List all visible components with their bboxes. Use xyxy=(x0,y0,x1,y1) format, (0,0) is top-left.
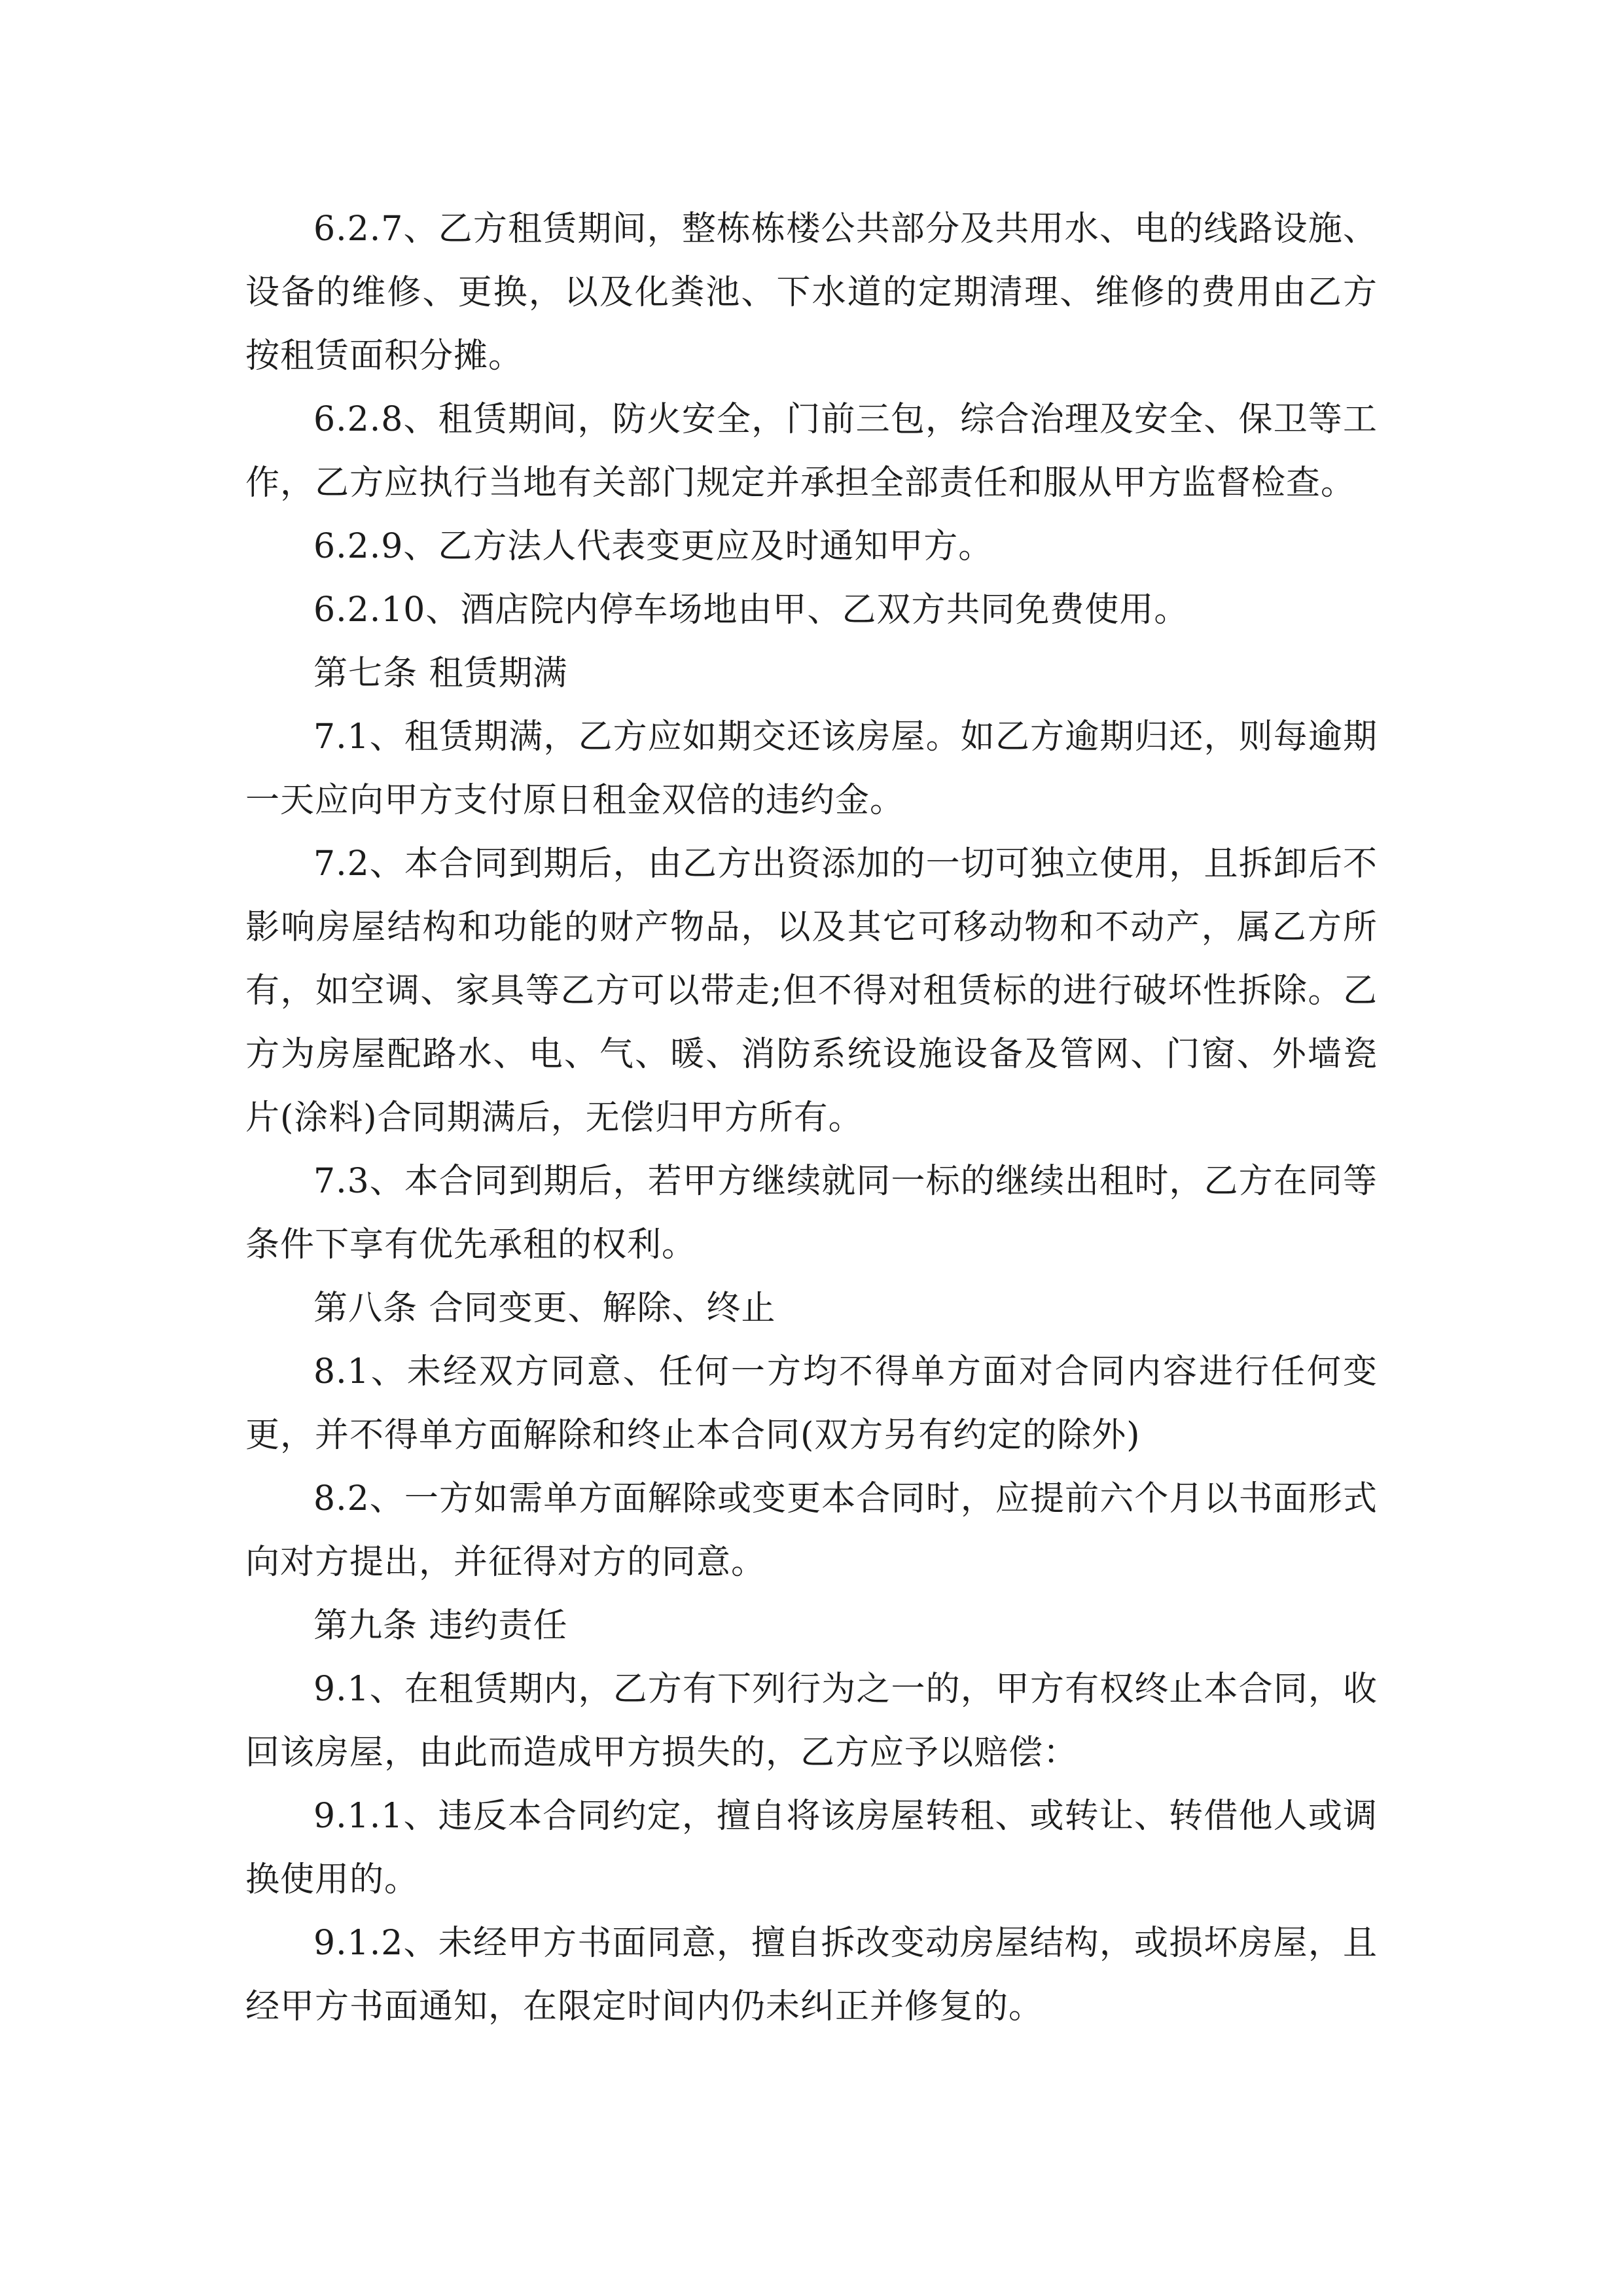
clause-9-1-1: 9.1.1、违反本合同约定，擅自将该房屋转租、或转让、转借他人或调换使用的。 xyxy=(245,1797,1378,1899)
clause-7-1: 7.1、租赁期满，乙方应如期交还该房屋。如乙方逾期归还，则每逾期一天应向甲方支付原日租金双倍的违约金。 xyxy=(245,717,1378,820)
article-8-heading: 第八条 合同变更、解除、终止 xyxy=(313,1289,776,1328)
article-9-heading: 第九条 违约责任 xyxy=(313,1606,568,1645)
clause-7-2: 7.2、本合同到期后，由乙方出资添加的一切可独立使用，且拆卸后不影响房屋结构和功能的财产物品，以及其它可移动物和不动产，属乙方所有，如空调、家具等乙方可以带走;但不得对租赁标的进行破坏性拆除。乙方为房屋配路水、电、气、暖、消防系统设施设备及管网、门窗、外墙瓷片(涂料)合同期满后，无偿归甲方所有。 xyxy=(245,844,1378,1138)
clause-8-1: 8.1、未经双方同意、任何一方均不得单方面对合同内容进行任何变更，并不得单方面解除和终止本合同(双方另有约定的除外) xyxy=(245,1352,1378,1455)
clause-6-2-8: 6.2.8、租赁期间，防火安全，门前三包，综合治理及安全、保卫等工作，乙方应执行当地有关部门规定并承担全部责任和服从甲方监督检查。 xyxy=(245,400,1378,503)
clause-9-1: 9.1、在租赁期内，乙方有下列行为之一的，甲方有权终止本合同，收回该房屋，由此而造成甲方损失的，乙方应予以赔偿： xyxy=(245,1670,1378,1772)
clause-9-1-2: 9.1.2、未经甲方书面同意，擅自拆改变动房屋结构，或损坏房屋，且经甲方书面通知，在限定时间内仍未纠正并修复的。 xyxy=(245,1924,1378,2026)
clause-8-2: 8.2、一方如需单方面解除或变更本合同时，应提前六个月以书面形式向对方提出，并征得对方的同意。 xyxy=(245,1479,1378,1582)
contract-body xyxy=(245,198,1378,2039)
clause-6-2-7: 6.2.7、乙方租赁期间，整栋栋楼公共部分及共用水、电的线路设施、设备的维修、更换，以及化粪池、下水道的定期清理、维修的费用由乙方按租赁面积分摊。 xyxy=(245,209,1378,376)
article-7-heading: 第七条 租赁期满 xyxy=(313,654,568,693)
clause-7-3: 7.3、本合同到期后，若甲方继续就同一标的继续出租时，乙方在同等条件下享有优先承租的权利。 xyxy=(245,1162,1378,1265)
clause-6-2-9: 6.2.9、乙方法人代表变更应及时通知甲方。 xyxy=(313,527,993,566)
clause-6-2-10: 6.2.10、酒店院内停车场地由甲、乙双方共同免费使用。 xyxy=(313,590,1189,630)
